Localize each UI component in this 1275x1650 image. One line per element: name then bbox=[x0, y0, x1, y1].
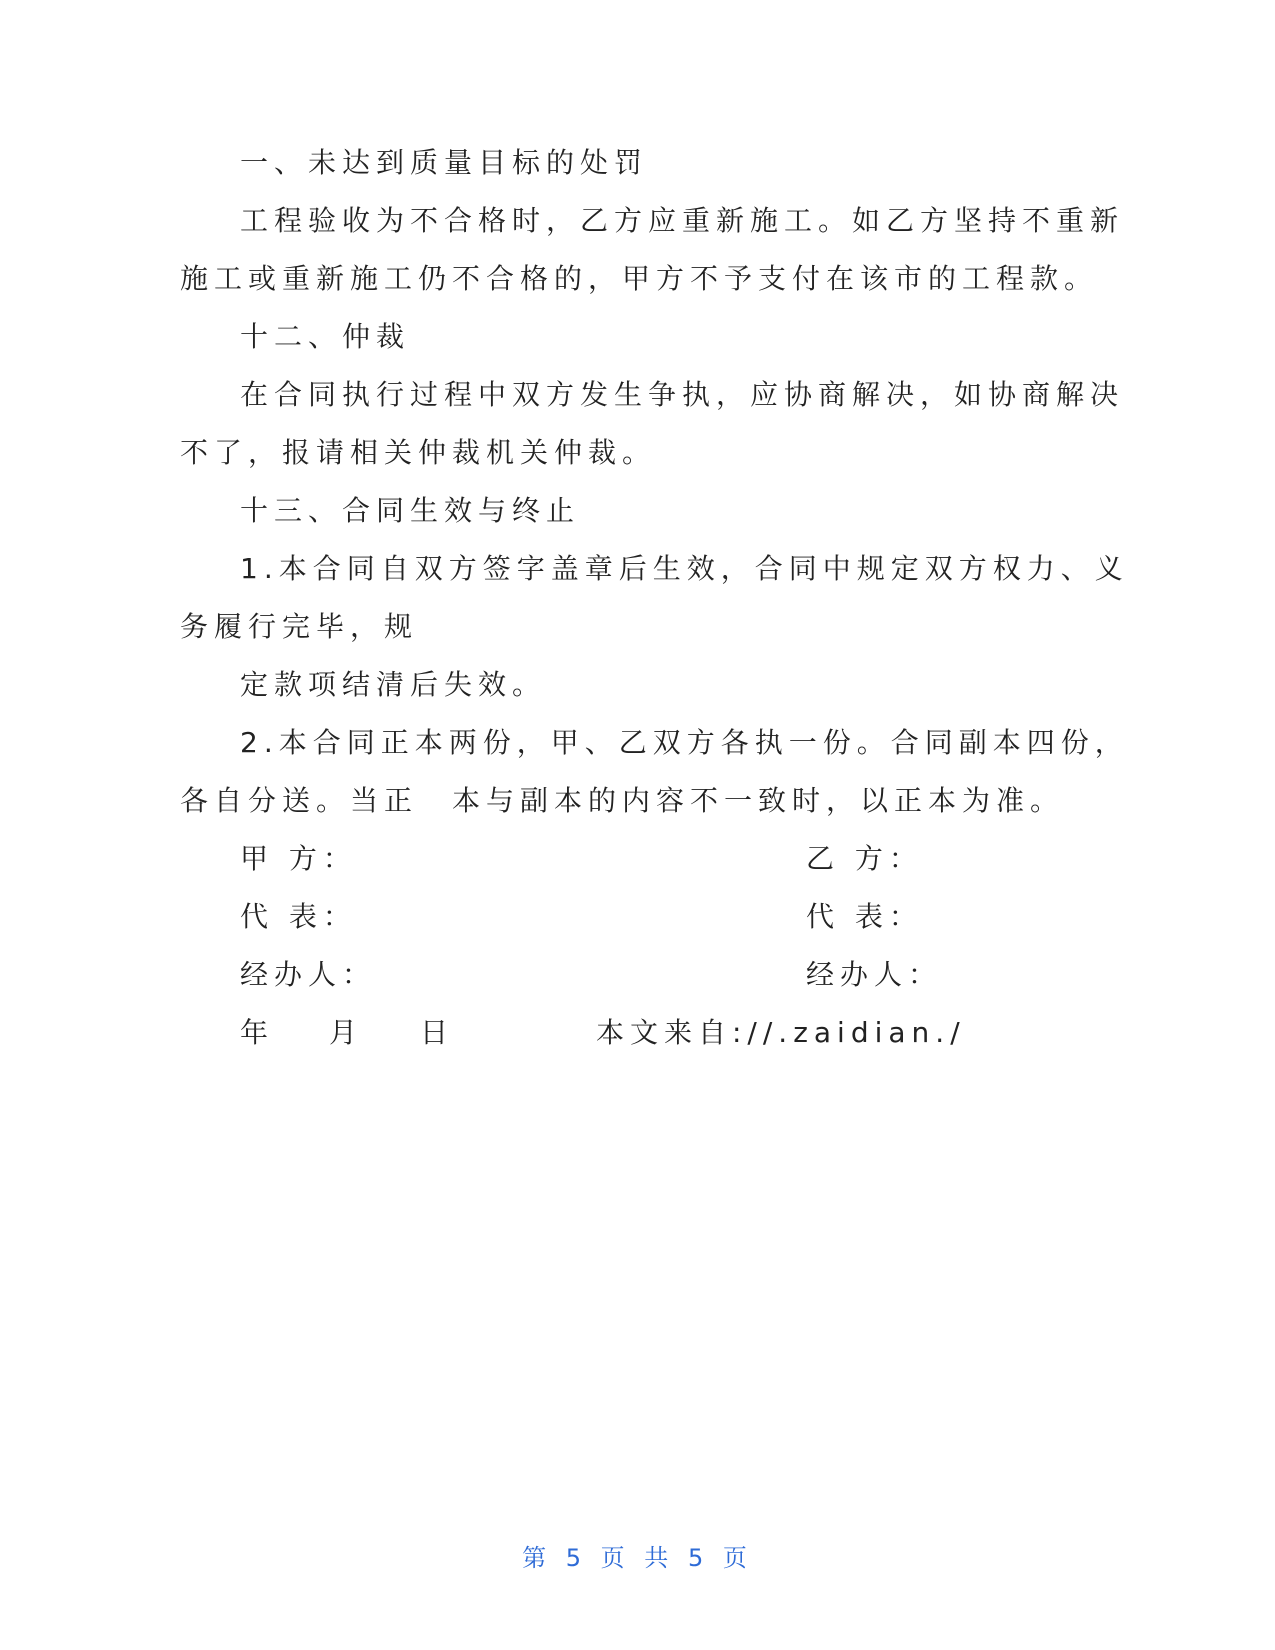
penalty-text-line-1: 工程验收为不合格时，乙方应重新施工。如乙方坚持不重新 bbox=[240, 204, 1125, 237]
arbitration-text-line-1: 在合同执行过程中双方发生争执，应协商解决，如协商解决 bbox=[240, 378, 1125, 411]
effect-item1-line-3: 定款项结清后失效。 bbox=[240, 668, 547, 701]
agent-a-label: 经办人： bbox=[240, 958, 377, 991]
agent-b-label: 经办人： bbox=[806, 958, 943, 991]
arbitration-text-line-2: 不了，报请相关仲裁机关仲裁。 bbox=[180, 436, 657, 469]
date-year-label: 年 bbox=[240, 1016, 275, 1049]
page-number-footer: 第 5 页 共 5 页 bbox=[522, 1544, 753, 1572]
representative-a-label: 代 表： bbox=[240, 900, 357, 933]
source-text: 本文来自://.zaidian./ bbox=[596, 1016, 966, 1049]
effect-item2-line-1: 2.本合同正本两份，甲、乙双方各执一份。合同副本四份， bbox=[240, 726, 1129, 759]
effect-item1-line-2: 务履行完毕，规 bbox=[180, 610, 419, 643]
effect-item2-line-2: 各自分送。当正 本与副本的内容不一致时，以正本为准。 bbox=[180, 784, 1065, 817]
date-month-label: 月 bbox=[329, 1016, 364, 1049]
effect-item1-line-1: 1.本合同自双方签字盖章后生效，合同中规定双方权力、义 bbox=[240, 552, 1129, 585]
party-a-label: 甲 方： bbox=[240, 842, 357, 875]
arbitration-heading: 十二、仲裁 bbox=[240, 320, 411, 353]
penalty-heading: 一、未达到质量目标的处罚 bbox=[240, 146, 649, 179]
date-day-label: 日 bbox=[420, 1016, 455, 1049]
penalty-text-line-2: 施工或重新施工仍不合格的，甲方不予支付在该市的工程款。 bbox=[180, 262, 1099, 295]
representative-b-label: 代 表： bbox=[806, 900, 923, 933]
party-b-label: 乙 方： bbox=[806, 842, 923, 875]
effect-heading: 十三、合同生效与终止 bbox=[240, 494, 581, 527]
